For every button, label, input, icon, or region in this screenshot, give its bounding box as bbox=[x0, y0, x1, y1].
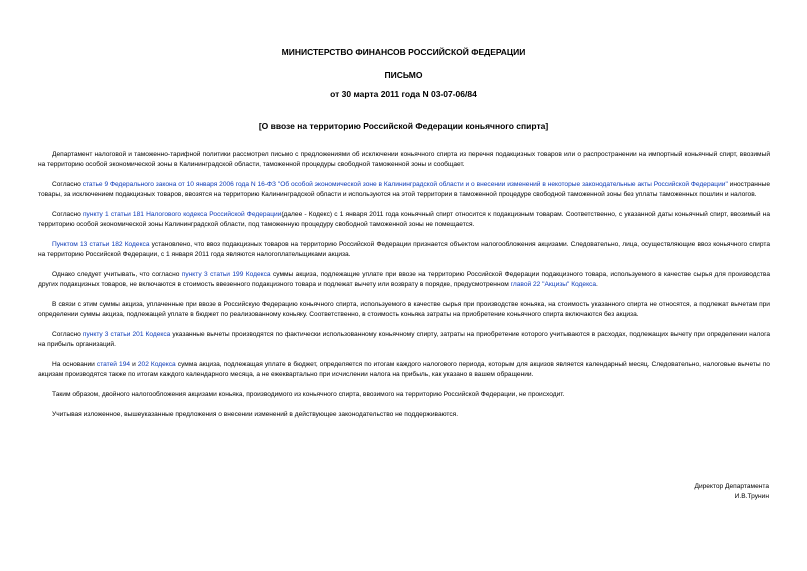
document-type: ПИСЬМО bbox=[384, 70, 423, 80]
body-paragraph bbox=[38, 180, 770, 199]
paragraph-text: иностранные товары, за исключением подакцизных товаров, ввозятся на территорию Калининградской области и используются на этой территории в таможенной процедуре свободной таможенной зоны без уплаты таможенных пошлин и налогов. bbox=[38, 181, 770, 198]
law-reference-link[interactable]: статей 194 bbox=[96, 361, 131, 368]
signature-name: И.В.Трунин bbox=[734, 493, 769, 500]
law-reference-link[interactable]: пункту 3 статьи 201 Кодекса bbox=[82, 331, 171, 338]
paragraph-text: Согласно bbox=[52, 211, 83, 218]
law-reference-link[interactable]: Пунктом 13 статьи 182 Кодекса bbox=[52, 241, 150, 248]
paragraph-text: указанные вычеты производятся по фактически использованному коньячному спирту, затраты на приобретение которого учитываются в расходах, подлежащих вычету при определении налога на прибыль организаций. bbox=[38, 331, 771, 348]
document-body bbox=[38, 150, 770, 431]
document-subject: [О ввозе на территорию Российской Федерации коньячного спирта] bbox=[258, 121, 549, 131]
paragraph-text: Согласно bbox=[52, 181, 83, 188]
law-reference-link[interactable]: пункту 3 статьи 199 Кодекса bbox=[181, 271, 271, 278]
body-paragraph bbox=[38, 240, 770, 259]
body-paragraph bbox=[38, 270, 770, 289]
body-paragraph bbox=[38, 330, 770, 349]
paragraph-text: сумма акциза, подлежащая уплате в бюджет, определяется по итогам каждого налогового периода, которым для акцизов является календарный месяц. Следовательно, налоговые вычеты по акцизам производятся также по итогам каждого календарного месяца, а не ежеквартально при исчислении налога на прибыль, как указано в вашем обращении. bbox=[38, 361, 770, 378]
law-reference-link[interactable]: пункту 1 статьи 181 Налогового кодекса Российской Федерации bbox=[82, 211, 282, 218]
law-reference-link[interactable]: статье 9 Федерального закона от 10 января 2006 года N 16-ФЗ "Об особой экономической зоне в Калининградской области и о внесении изменений в некоторые законодательные акты Российской Федерации" bbox=[82, 181, 728, 188]
paragraph-text: (далее - Кодекс) с 1 января 2011 года коньячный спирт относится к подакцизным товарам. Соответственно, с указанной даты коньячный спирт, ввозимый на территорию особой экономической зоны Калининградской области, под таможенную процедуру свободной таможенной зоны не помещается. bbox=[38, 211, 770, 228]
body-paragraph bbox=[38, 300, 770, 319]
paragraph-text: На основании bbox=[52, 361, 97, 368]
paragraph-text: В связи с этим суммы акциза, уплаченные при ввозе в Российскую Федерацию коньячного спирта, используемого в качестве сырья при производстве коньяка, на стоимость указанного спирта не относятся, а подлежат вычетам при определении суммы акциза, подлежащей уплате в бюджет по реализованному коньяку. Соответственно, в стоимость коньяка затраты на приобретение коньячного спирта включаются без акциза. bbox=[38, 301, 770, 318]
paragraph-text: Таким образом, двойного налогообложения акцизами коньяка, производимого из коньячного спирта, ввозимого на территорию Российской Федерации, не происходит. bbox=[52, 391, 565, 398]
paragraph-text: суммы акциза, подлежащие уплате при ввозе на территорию Российской Федерации подакцизного товара, используемого в качестве сырья для производства других подакцизных товаров, не включаются в стоимость ввезенного подакцизного товара и подлежат вычету или возврату в порядке, предусмотренном bbox=[38, 271, 770, 288]
law-reference-link[interactable]: 202 Кодекса bbox=[137, 361, 176, 368]
body-paragraph bbox=[38, 360, 770, 379]
body-paragraph bbox=[38, 210, 770, 229]
law-reference-link[interactable]: главой 22 "Акцизы" Кодекса bbox=[510, 280, 596, 288]
paragraph-text: Департамент налоговой и таможенно-тарифной политики рассмотрел письмо с предложениями об исключении коньячного спирта из перечня подакцизных товаров или о распространении на импортный коньячный спирт, ввозимый на территорию особой экономической зоны в Калининградской области, таможенной процедуры свободной таможенной зоны и сообщает. bbox=[38, 151, 770, 168]
paragraph-text: . bbox=[596, 280, 598, 288]
body-paragraph bbox=[38, 150, 770, 169]
body-paragraph bbox=[38, 390, 770, 400]
signature-block bbox=[694, 482, 769, 502]
paragraph-text: и bbox=[130, 361, 138, 368]
paragraph-text: установлено, что ввоз подакцизных товаров на территорию Российской Федерации признается объектом налогообложения акцизами. Следовательно, лица, осуществляющие ввоз коньячного спирта на территорию Российской Федерации, с 1 января 2011 года являются налогоплательщиками акциза. bbox=[38, 241, 770, 258]
paragraph-text: Согласно bbox=[52, 331, 83, 338]
paragraph-text: Однако следует учитывать, что согласно bbox=[52, 271, 182, 278]
body-paragraph bbox=[38, 410, 770, 420]
ministry-header: МИНИСТЕРСТВО ФИНАНСОВ РОССИЙСКОЙ ФЕДЕРАЦИИ bbox=[281, 47, 526, 57]
paragraph-text: Учитывая изложенное, вышеуказанные предложения о внесении изменений в действующее законодательство не поддерживаются. bbox=[52, 411, 459, 419]
document-date-number: от 30 марта 2011 года N 03-07-06/84 bbox=[330, 89, 477, 99]
signature-position: Директор Департамента bbox=[694, 483, 769, 490]
